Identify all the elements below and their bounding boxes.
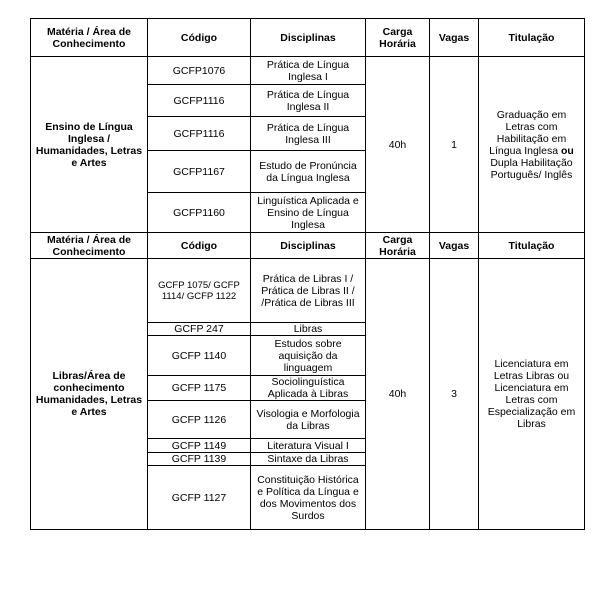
codigo-cell: GCFP 247 — [148, 323, 251, 336]
codigo-cell: GCFP1116 — [148, 85, 251, 117]
header-carga: Carga Horária — [366, 233, 430, 259]
header-disciplinas: Disciplinas — [251, 19, 366, 57]
titulacao-cell — [479, 57, 585, 233]
table-row — [31, 57, 585, 85]
header-carga: Carga Horária — [366, 19, 430, 57]
titulacao-text-pre: Graduação em Letras com Habilitação em Língua Inglesa — [489, 108, 567, 157]
disciplina-cell: Visologia e Morfologia da Libras — [251, 401, 366, 439]
disciplina-cell: Sintaxe da Libras — [251, 453, 366, 466]
codigo-cell: GCFP1167 — [148, 151, 251, 193]
vagas-cell: 3 — [430, 259, 479, 530]
disciplina-cell: Prática de Língua Inglesa III — [251, 117, 366, 151]
carga-cell: 40h — [366, 57, 430, 233]
codigo-cell: GCFP1076 — [148, 57, 251, 85]
area-cell: Ensino de Língua Inglesa / Humanidades, Letras e Artes — [31, 57, 148, 233]
vagas-cell: 1 — [430, 57, 479, 233]
header-row — [31, 19, 585, 57]
header-codigo: Código — [148, 233, 251, 259]
vacancy-table — [30, 18, 585, 530]
header-codigo: Código — [148, 19, 251, 57]
disciplina-cell: Estudos sobre aquisição da linguagem — [251, 336, 366, 376]
header-area: Matéria / Área de Conhecimento — [31, 233, 148, 259]
header-vagas: Vagas — [430, 233, 479, 259]
disciplina-cell: Estudo de Pronúncia da Língua Inglesa — [251, 151, 366, 193]
carga-cell: 40h — [366, 259, 430, 530]
disciplina-cell: Constituição Histórica e Política da Língua e dos Movimentos dos Surdos — [251, 466, 366, 530]
disciplina-cell: Prática de Língua Inglesa I — [251, 57, 366, 85]
codigo-cell: GCFP 1139 — [148, 453, 251, 466]
header-disciplinas: Disciplinas — [251, 233, 366, 259]
header-vagas: Vagas — [430, 19, 479, 57]
disciplina-cell: Sociolinguística Aplicada à Libras — [251, 376, 366, 401]
codigo-cell: GCFP 1149 — [148, 439, 251, 453]
codigo-cell: GCFP1116 — [148, 117, 251, 151]
titulacao-or: ou — [561, 144, 574, 157]
disciplina-cell: Linguística Aplicada e Ensino de Língua Inglesa — [251, 193, 366, 233]
codigo-cell: GCFP 1175 — [148, 376, 251, 401]
header-row — [31, 233, 585, 259]
codigo-cell: GCFP 1075/ GCFP 1114/ GCFP 1122 — [148, 259, 251, 323]
disciplina-cell: Literatura Visual I — [251, 439, 366, 453]
header-titulacao: Titulação — [479, 233, 585, 259]
codigo-cell: GCFP 1127 — [148, 466, 251, 530]
table-row — [31, 259, 585, 323]
area-cell: Libras/Área de conhecimento Humanidades, Letras e Artes — [31, 259, 148, 530]
codigo-cell: GCFP 1140 — [148, 336, 251, 376]
codigo-cell: GCFP 1126 — [148, 401, 251, 439]
titulacao-cell: Licenciatura em Letras Libras ou Licenciatura em Letras com Especialização em Libras — [479, 259, 585, 530]
header-titulacao: Titulação — [479, 19, 585, 57]
header-area: Matéria / Área de Conhecimento — [31, 19, 148, 57]
disciplina-cell: Prática de Libras I / Prática de Libras II / /Prática de Libras III — [251, 259, 366, 323]
disciplina-cell: Prática de Língua Inglesa II — [251, 85, 366, 117]
titulacao-text-post: Dupla Habilitação Português/ Inglês — [490, 156, 573, 181]
disciplina-cell: Libras — [251, 323, 366, 336]
codigo-cell: GCFP1160 — [148, 193, 251, 233]
